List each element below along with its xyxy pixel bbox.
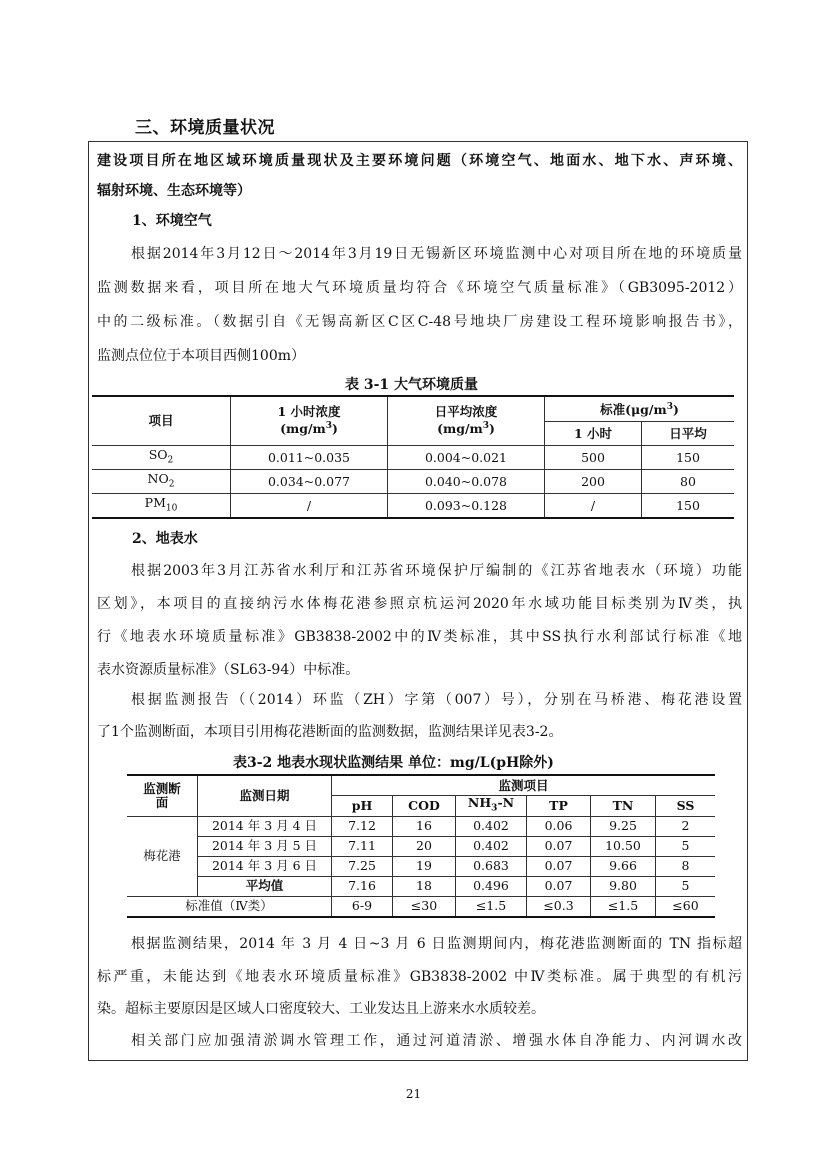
cell-cod: 18: [393, 876, 456, 896]
cell-hour: 0.011~0.035: [231, 446, 388, 470]
cell-ph: 7.16: [332, 876, 393, 896]
cell-cod: 16: [393, 816, 456, 836]
cell-std-hour: /: [545, 494, 642, 519]
cell-pollutant: $NO_2$: [92, 470, 231, 494]
cell-tp: 0.07: [527, 856, 591, 876]
cell-tn: 9.66: [591, 856, 656, 876]
col-header-ph: pH: [332, 796, 393, 817]
table-row: [92, 446, 734, 470]
col-header-cod: COD: [393, 796, 456, 817]
cell-ss: 2: [656, 816, 716, 836]
cell-tp: 0.07: [527, 836, 591, 856]
cell-tp: 0.06: [527, 816, 591, 836]
cell-standard-label: 标准值（Ⅳ类）: [127, 896, 332, 917]
cell-date: 2014 年 3 月 5 日: [198, 836, 332, 856]
cell-tn: 9.25: [591, 816, 656, 836]
cell-std-daily: 150: [676, 497, 700, 513]
cell-daily: 0.004~0.021: [388, 446, 545, 470]
cell-hour: /: [231, 494, 388, 519]
cell-ph: 6-9: [332, 896, 393, 917]
water-para1-line-4: 表水资源质量标准》（SL63-94）中标准。: [97, 662, 360, 678]
cell-pollutant: $SO_2$: [92, 446, 231, 470]
cell-cod: 20: [393, 836, 456, 856]
col-header-std-hour: 1 小时: [545, 422, 642, 446]
col-header-item: 项目: [92, 396, 231, 446]
air-para-line-3: 中的二级标准。（数据引自《无锡高新区C区C-48号地块厂房建设工程环境影响报告书》，: [97, 314, 742, 330]
cell-date: 2014 年 3 月 4 日: [198, 816, 332, 836]
col-header-date: 监测日期: [198, 775, 332, 816]
col-header-tn: TN: [591, 796, 656, 817]
cell-ph: 7.25: [332, 856, 393, 876]
col-header-daily: 日平均浓度 $(mg/m^3)$: [388, 396, 545, 446]
box-heading-line-1: 建设项目所在地区域环境质量现状及主要环境问题（环境空气、地面水、地下水、声环境、: [97, 153, 742, 169]
cell-cod: ≤30: [393, 896, 456, 917]
water-heading: 2、地表水: [132, 531, 198, 547]
cell-ss: 8: [656, 856, 716, 876]
air-quality-table: [92, 395, 734, 519]
water-para2-line-1: 根据监测报告（（2014）环监（ZH）字第（007）号），分别在马桥港、梅花港设置: [131, 692, 742, 708]
cell-tp: ≤0.3: [527, 896, 591, 917]
cell-average-label: 平均值: [198, 876, 332, 896]
cell-hour: 0.034~0.077: [231, 470, 388, 494]
cell-ph: 7.12: [332, 816, 393, 836]
table-row-standard: [127, 896, 715, 917]
air-para-line-4: 监测点位位于本项目西侧100m）: [97, 348, 305, 364]
surface-water-table: [127, 774, 715, 918]
water-para2-line-2: 了1个监测断面，本项目引用梅花港断面的监测数据，监测结果详见表3-2。: [97, 724, 563, 740]
cell-ss: ≤60: [672, 898, 699, 913]
col-header-tp: TP: [527, 796, 591, 817]
cell-date: 2014 年 3 月 6 日: [198, 856, 332, 876]
cell-nh3n: 0.683: [456, 856, 527, 876]
cell-ss: 5: [656, 836, 716, 856]
water-para3-line-1: 根据监测结果，2014 年 3 月 4 日~3 月 6 日监测期间内，梅花港监测断面的 TN 指标超: [131, 936, 742, 952]
cell-tp: 0.07: [527, 876, 591, 896]
col-header-hour: 1 小时浓度 $(mg/m^3)$: [231, 396, 388, 446]
cell-tn: 10.50: [591, 836, 656, 856]
water-para1-line-2: 区划》，本项目的直接纳污水体梅花港参照京杭运河2020年水域功能目标类别为Ⅳ类，执: [97, 596, 742, 612]
col-header-std-daily: 日平均: [642, 422, 735, 446]
col-header-section: 监测断 面: [127, 775, 198, 816]
cell-tn: 9.80: [591, 876, 656, 896]
cell-ss: 5: [656, 876, 716, 896]
col-header-items: 监测项目: [332, 775, 716, 796]
air-heading: 1、环境空气: [132, 213, 212, 229]
cell-tn: ≤1.5: [591, 896, 656, 917]
table-row: [127, 836, 715, 856]
cell-ph: 7.11: [332, 836, 393, 856]
water-para3-line-3: 染。超标主要原因是区域人口密度较大、工业发达且上游来水水质较差。: [97, 1001, 545, 1017]
water-para1-line-1: 根据2003年3月江苏省水利厅和江苏省环境保护厅编制的《江苏省地表水（环境）功能: [131, 563, 742, 579]
cell-nh3n: 0.496: [456, 876, 527, 896]
table-row: [127, 856, 715, 876]
cell-nh3n: 0.402: [456, 836, 527, 856]
table-row: [92, 494, 734, 519]
cell-std-daily: 150: [642, 446, 735, 470]
air-para-line-2: 监测数据来看，项目所在地大气环境质量均符合《环境空气质量标准》（GB3095-2012）: [97, 280, 742, 296]
cell-daily: 0.093~0.128: [388, 494, 545, 519]
table-row: [127, 816, 715, 836]
col-header-ss: SS: [656, 796, 716, 817]
table-row-average: [127, 876, 715, 896]
cell-site: 梅花港: [127, 816, 198, 896]
air-para-line-1: 根据2014年3月12日～2014年3月19日无锡新区环境监测中心对项目所在地的环境质量: [131, 246, 742, 262]
cell-std-hour: 500: [545, 446, 642, 470]
water-para4-line-1: 相关部门应加强清淤调水管理工作，通过河道清淤、增强水体自净能力、内河调水改: [131, 1033, 742, 1049]
water-para1-line-3: 行《地表水环境质量标准》GB3838-2002中的Ⅳ类标准，其中SS执行水利部试行标准《地: [97, 629, 742, 645]
col-header-standard: 标准$(\mu g/m^3)$: [545, 396, 735, 422]
cell-daily: 0.040~0.078: [388, 470, 545, 494]
water-para3-line-2: 标严重，未能达到《地表水环境质量标准》GB3838-2002 中Ⅳ类标准。属于典型的有机污: [97, 969, 742, 985]
page-number: 21: [405, 1087, 422, 1101]
table-row: [92, 470, 734, 494]
cell-nh3n: ≤1.5: [456, 896, 527, 917]
box-heading-line-2: 辐射环境、生态环境等）: [97, 183, 251, 199]
cell-std-daily: 80: [642, 470, 735, 494]
section-title: 三、环境质量状况: [135, 118, 275, 138]
cell-nh3n: 0.402: [456, 816, 527, 836]
col-header-nh3n: $NH_3-N$: [456, 796, 527, 817]
cell-cod: 19: [393, 856, 456, 876]
table-3-2-caption: 表3-2 地表水现状监测结果 单位：mg/L(pH除外): [233, 755, 554, 771]
table-3-1-caption: 表 3-1 大气环境质量: [345, 377, 479, 393]
cell-std-hour: 200: [545, 470, 642, 494]
cell-pollutant: $PM_{10}$: [92, 494, 231, 519]
